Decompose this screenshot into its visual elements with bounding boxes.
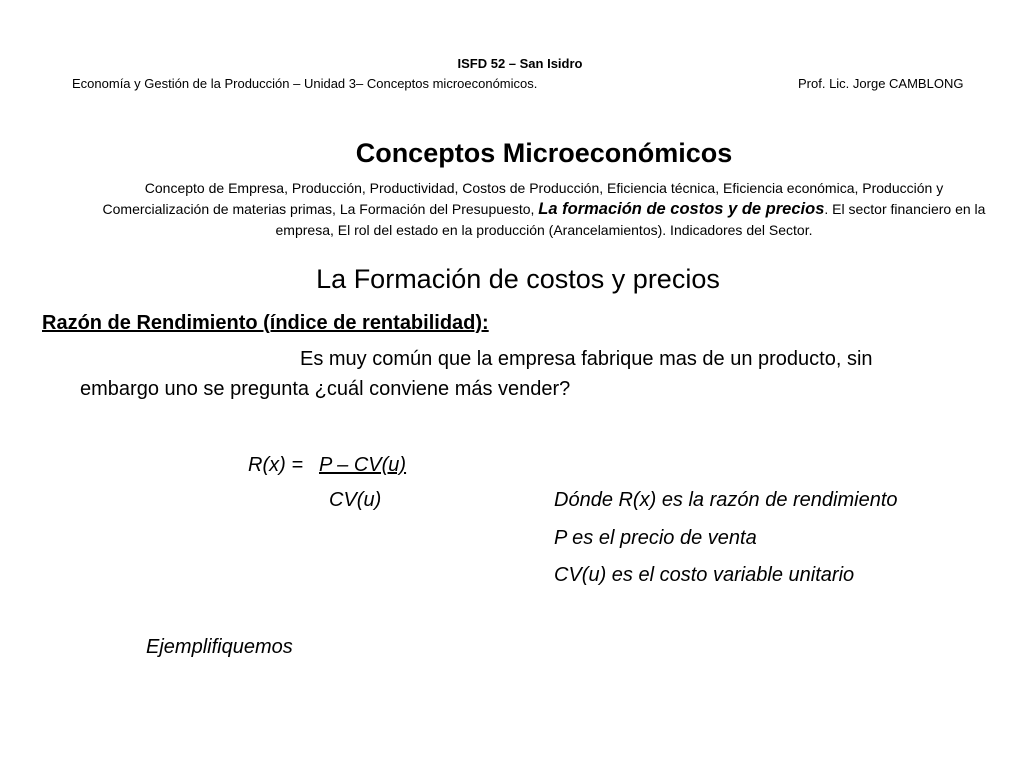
concepts-list <box>92 178 996 241</box>
main-title: Conceptos Microeconómicos <box>355 138 733 168</box>
concepts-highlight: La formación de costos y de precios <box>538 200 825 218</box>
concepts-text-before: Concepto de Empresa, Producción, Productividad, Costos de Producción, Eficiencia técnica, Eficiencia económica, Producción y Comercialización de materias primas, La Formación del Presupuesto, <box>102 180 944 217</box>
formula-numerator: P – CV(u) <box>319 454 407 476</box>
paragraph-line-2: embargo uno se pregunta ¿cuál conviene más vender? <box>80 378 571 400</box>
concepts-text-after: . El sector financiero en la empresa, El rol del estado en la producción (Arancelamientos). Indicadores del Sector. <box>275 201 986 238</box>
formula-lhs: R(x) = <box>248 454 303 476</box>
paragraph-line-1: Es muy común que la empresa fabrique mas de un producto, sin <box>300 348 873 370</box>
header-institution: ISFD 52 – San Isidro <box>457 56 583 71</box>
definition-cvu: CV(u) es el costo variable unitario <box>554 564 855 586</box>
section-title: La Formación de costos y precios <box>316 264 720 294</box>
example-label: Ejemplifiquemos <box>146 636 293 658</box>
formula-denominator: CV(u) <box>329 489 382 511</box>
header-professor: Prof. Lic. Jorge CAMBLONG <box>798 76 964 91</box>
definition-p: P es el precio de venta <box>554 527 757 549</box>
header-course: Economía y Gestión de la Producción – Unidad 3– Conceptos microeconómicos. <box>72 76 538 91</box>
subheading: Razón de Rendimiento (índice de rentabilidad): <box>42 312 489 334</box>
definition-rx: Dónde R(x) es la razón de rendimiento <box>554 489 898 511</box>
